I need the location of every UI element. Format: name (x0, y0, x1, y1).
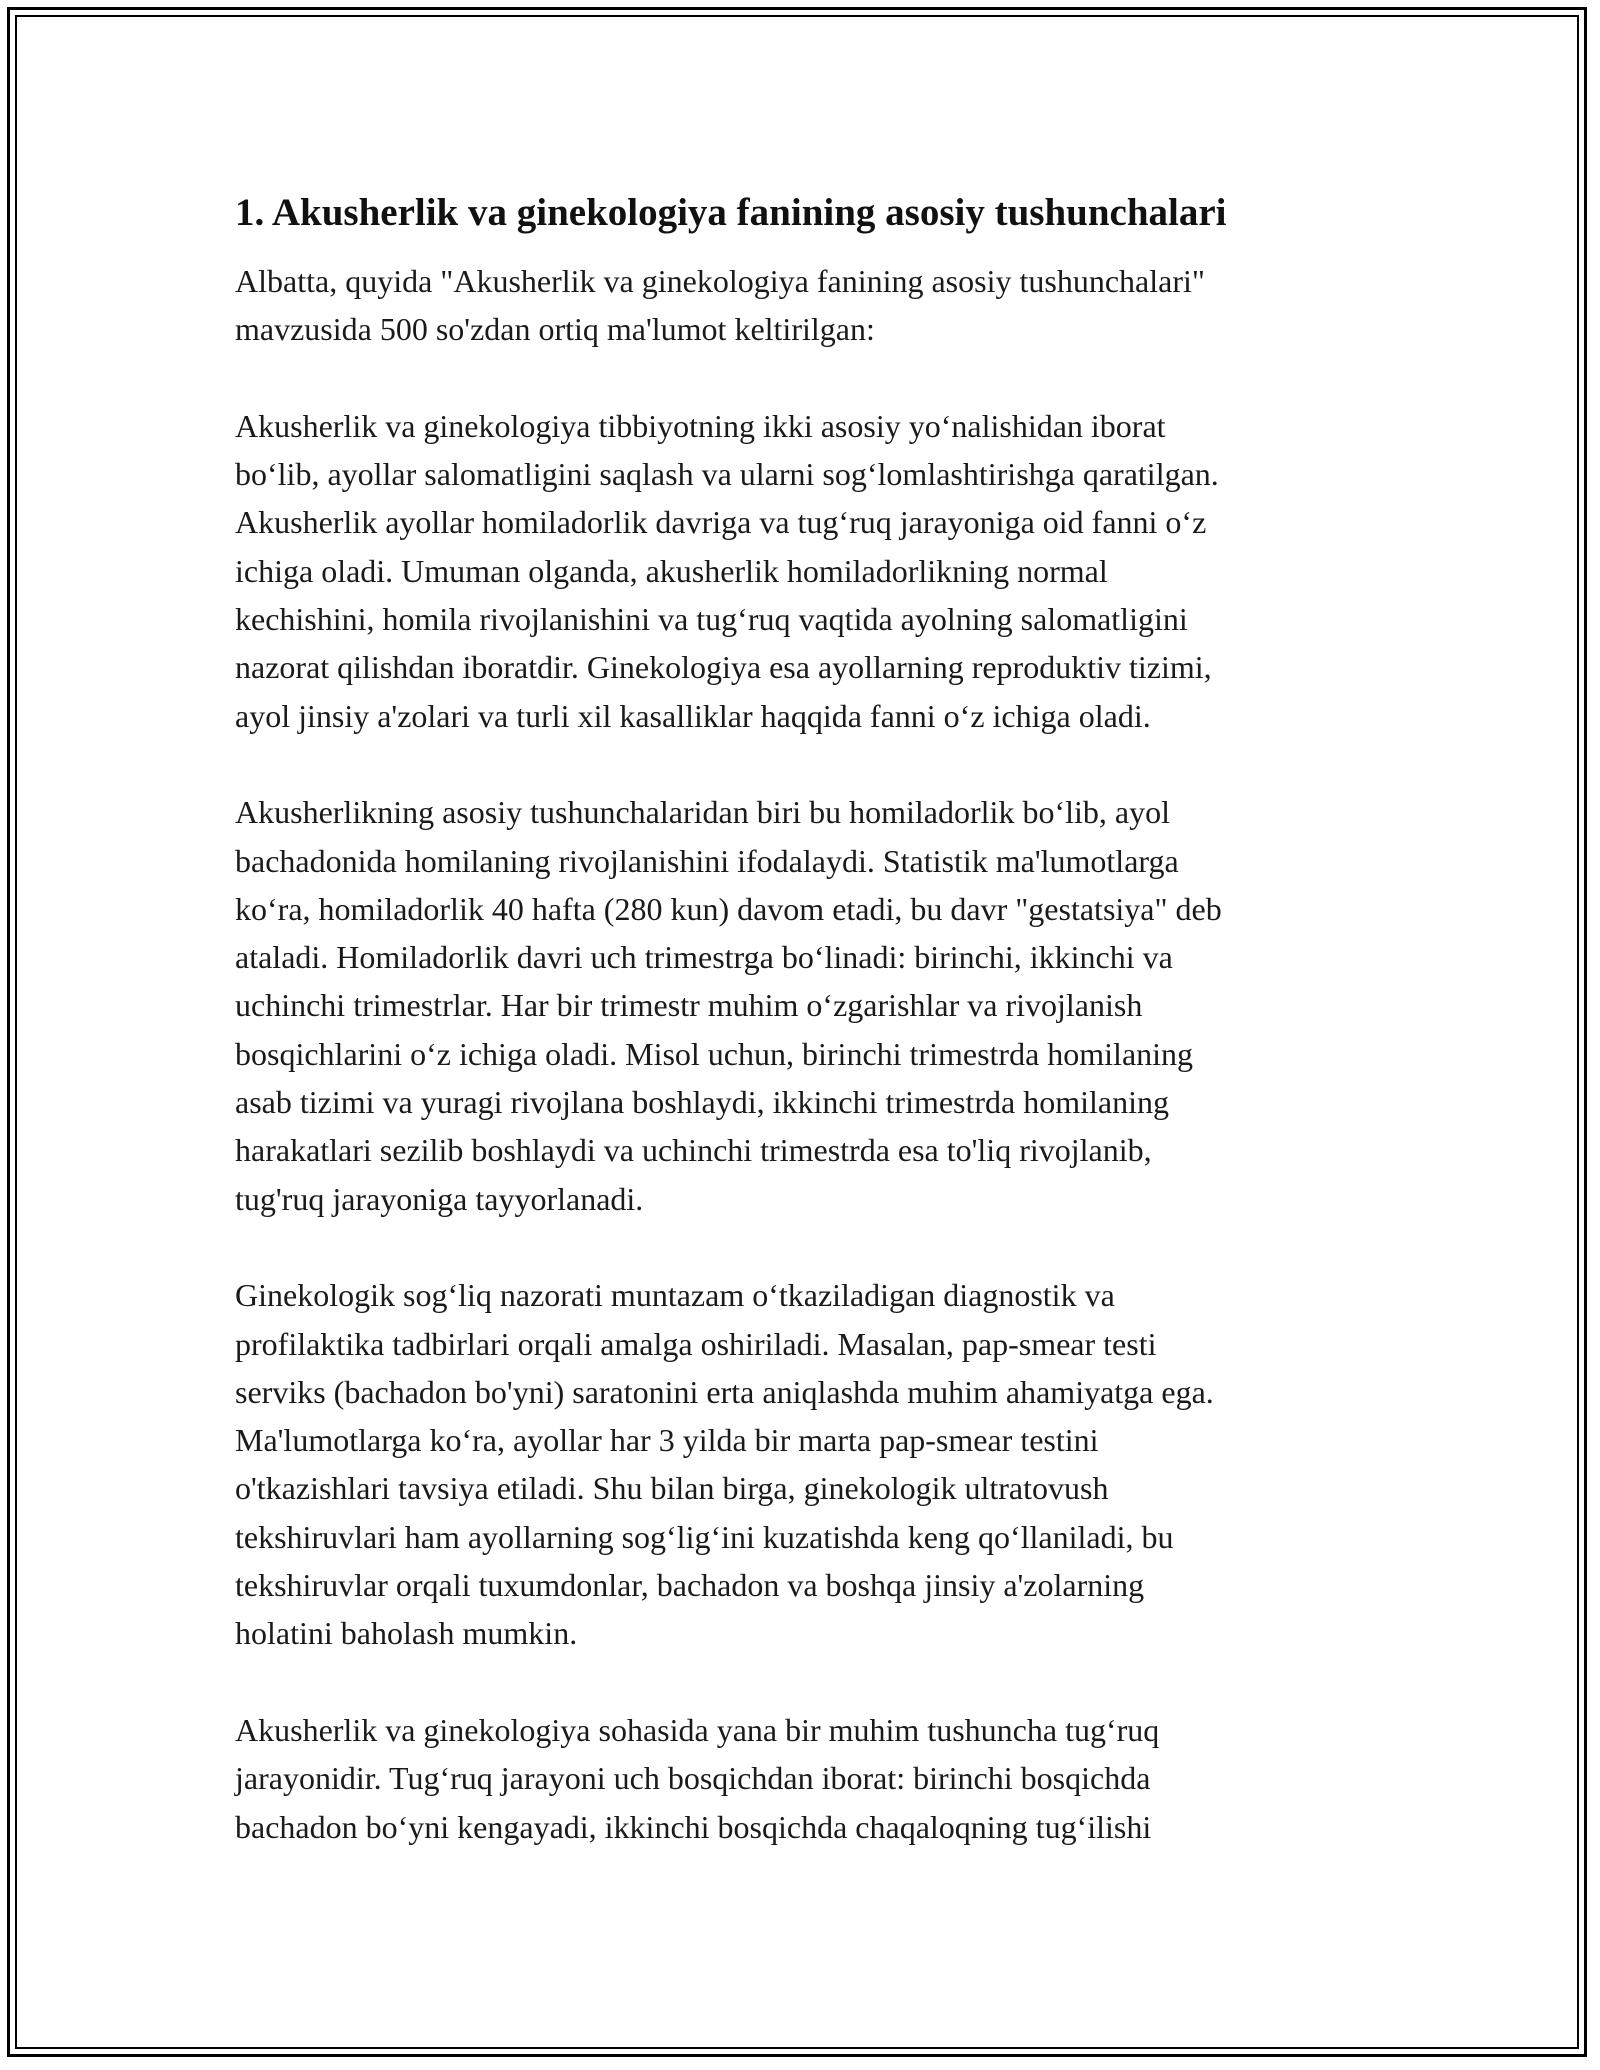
text-line: holatini baholash mumkin. (235, 1615, 578, 1652)
text-line: mavzusida 500 so'zdan ortiq ma'lumot keltirilgan: (235, 311, 875, 348)
text-line: Albatta, quyida "Akusherlik va ginekologiya fanining asosiy tushunchalari" (235, 263, 1205, 299)
text-line: Akusherlik ayollar homiladorlik davriga va tug‘ruq jarayoniga oid fanni o‘z (235, 504, 1207, 541)
text-line: Ma'lumotlarga ko‘ra, ayollar har 3 yilda bir marta pap-smear testini (235, 1422, 1099, 1459)
text-line: ichiga oladi. Umuman olganda, akusherlik homiladorlikning normal (235, 552, 1108, 589)
text-line: bo‘lib, ayollar salomatligini saqlash va ularni sog‘lomlashtirishga qaratilgan. (235, 456, 1219, 493)
paragraph-gynecology (235, 1271, 1375, 1657)
text-line: Ginekologik sog‘liq nazorati muntazam o‘tkaziladigan diagnostik va (235, 1277, 1115, 1314)
paragraph-overview (235, 402, 1375, 740)
text-line: ataladi. Homiladorlik davri uch trimestrga bo‘linadi: birinchi, ikkinchi va (235, 939, 1173, 976)
text-line: profilaktika tadbirlari orqali amalga oshiriladi. Masalan, pap-smear testi (235, 1325, 1157, 1362)
text-line: bachadonida homilaning rivojlanishini ifodalaydi. Statistik ma'lumotlarga (235, 842, 1179, 879)
text-line: o'tkazishlari tavsiya etiladi. Shu bilan birga, ginekologik ultratovush (235, 1470, 1109, 1507)
text-line: Akusherlikning asosiy tushunchalaridan biri bu homiladorlik bo‘lib, ayol (235, 794, 1170, 831)
text-line: bosqichlarini o‘z ichiga oladi. Misol uchun, birinchi trimestrda homilaning (235, 1035, 1194, 1072)
text-line: tekshiruvlar orqali tuxumdonlar, bachadon va boshqa jinsiy a'zolarning (235, 1567, 1145, 1604)
paragraph-labor (235, 1706, 1375, 1851)
text-line: uchinchi trimestrlar. Har bir trimestr muhim o‘zgarishlar va rivojlanish (235, 987, 1143, 1024)
section-heading: 1. Akusherlik va ginekologiya fanining asosiy tushunchalari (235, 191, 1227, 234)
text-line: bachadon bo‘yni kengayadi, ikkinchi bosqichda chaqaloqning tug‘ilishi (235, 1808, 1152, 1845)
text-line: ko‘ra, homiladorlik 40 hafta (280 kun) davom etadi, bu davr "gestatsiya" deb (235, 890, 1222, 927)
text-line: tekshiruvlari ham ayollarning sog‘lig‘ini kuzatishda keng qo‘llaniladi, bu (235, 1518, 1174, 1555)
text-line: serviks (bachadon bo'yni) saratonini erta aniqlashda muhim ahamiyatga ega. (235, 1373, 1214, 1410)
text-line: ayol jinsiy a'zolari va turli xil kasalliklar haqqida fanni o‘z ichiga oladi. (235, 697, 1151, 734)
text-line: asab tizimi va yuragi rivojlana boshlaydi, ikkinchi trimestrda homilaning (235, 1084, 1170, 1121)
document-body (235, 185, 1375, 1899)
text-line: Akusherlik va ginekologiya sohasida yana bir muhim tushuncha tug‘ruq (235, 1711, 1160, 1748)
text-line: harakatlari sezilib boshlaydi va uchinchi trimestrda esa to'liq rivojlanib, (235, 1132, 1152, 1169)
paragraph-intro (235, 257, 1375, 354)
text-line: Akusherlik va ginekologiya tibbiyotning ikki asosiy yo‘nalishidan iborat (235, 407, 1166, 444)
text-line: nazorat qilishdan iboratdir. Ginekologiya esa ayollarning reproduktiv tizimi, (235, 649, 1212, 686)
paragraph-pregnancy (235, 788, 1375, 1223)
text-line: jarayonidir. Tug‘ruq jarayoni uch bosqichdan iborat: birinchi bosqichda (235, 1760, 1151, 1797)
text-line: kechishini, homila rivojlanishini va tug‘ruq vaqtida ayolning salomatligini (235, 601, 1188, 638)
text-line: tug'ruq jarayoniga tayyorlanadi. (235, 1180, 644, 1217)
